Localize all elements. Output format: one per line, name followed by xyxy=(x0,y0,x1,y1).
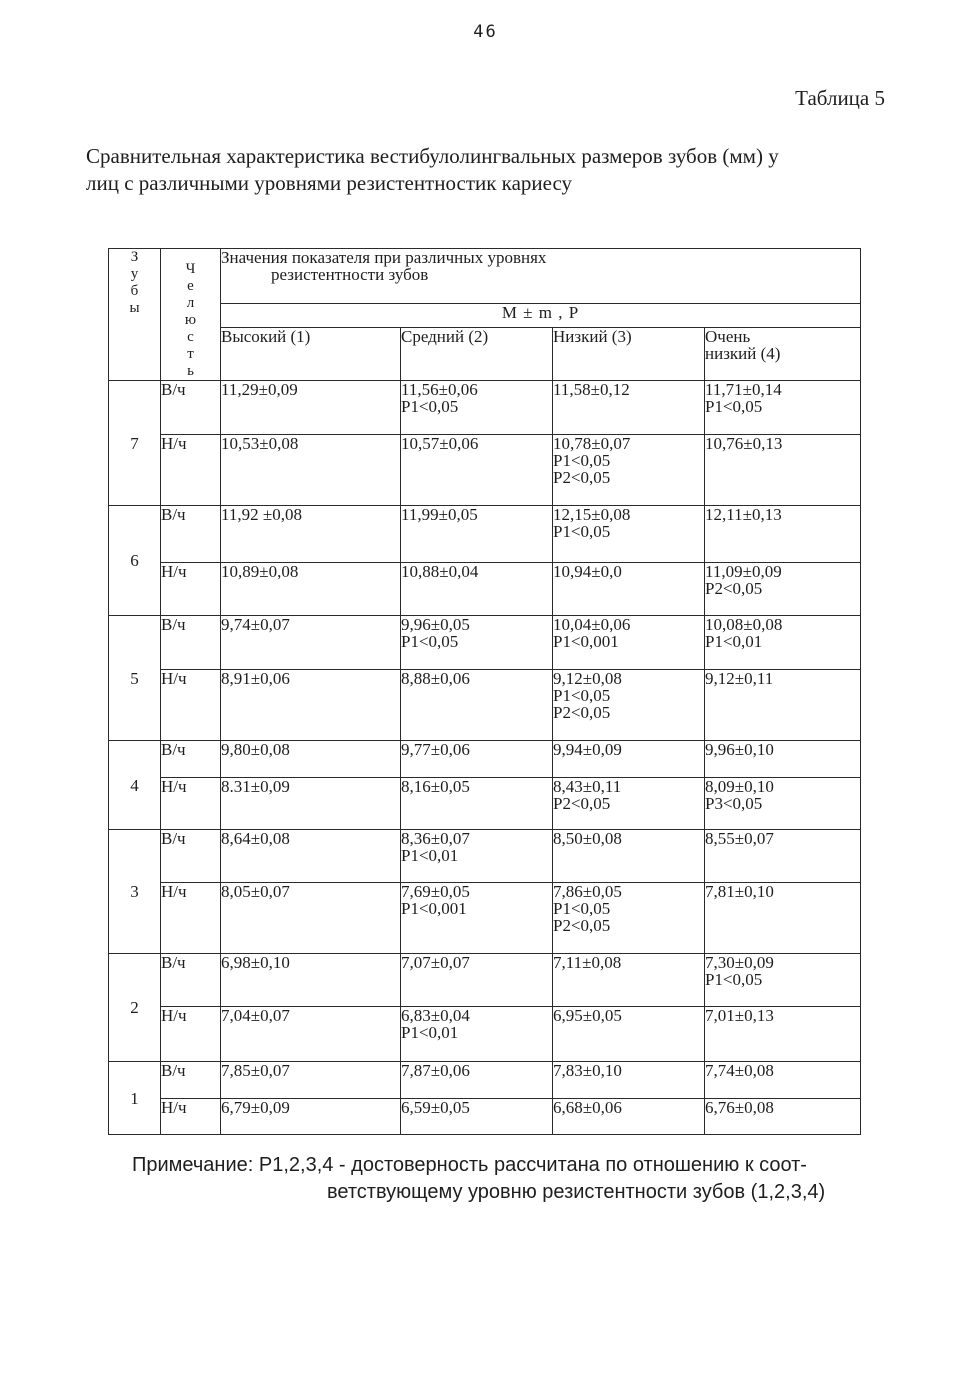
header-level-line: Низкий (3) xyxy=(553,327,632,347)
header-jaw-letter: ю xyxy=(184,312,197,328)
mean-value: 11,29±0,09 xyxy=(221,380,298,399)
mean-value: 9,74±0,07 xyxy=(221,615,290,634)
mean-value: 6,83±0,04 xyxy=(401,1006,470,1025)
value-cell xyxy=(221,830,401,883)
value-cell xyxy=(401,563,553,616)
mean-value: 12,11±0,13 xyxy=(705,505,782,524)
tooth-number: 3 xyxy=(109,830,161,954)
mean-value: 9,77±0,06 xyxy=(401,740,470,759)
header-level-line: низкий (4) xyxy=(705,344,781,364)
jaw-label: В/ч xyxy=(161,1062,221,1099)
mean-value: 11,99±0,05 xyxy=(401,505,478,524)
jaw-label: Н/ч xyxy=(161,670,221,741)
jaw-label: Н/ч xyxy=(161,435,221,506)
mean-value: 11,71±0,14 xyxy=(705,380,782,399)
header-teeth-letter: б xyxy=(130,283,139,299)
p-value: P1<0,05 xyxy=(705,397,763,416)
header-teeth-letter: ы xyxy=(129,300,140,316)
table-row xyxy=(109,954,861,1007)
mean-value: 8,64±0,08 xyxy=(221,829,290,848)
jaw-label: В/ч xyxy=(161,741,221,778)
mean-value: 7,83±0,10 xyxy=(553,1061,622,1080)
value-cell xyxy=(553,563,705,616)
mean-value: 8,55±0,07 xyxy=(705,829,774,848)
mean-value: 8,36±0,07 xyxy=(401,829,470,848)
p-value: P1<0,001 xyxy=(401,899,467,918)
header-jaw-letter: т xyxy=(187,346,194,362)
value-cell xyxy=(401,670,553,741)
value-cell xyxy=(553,830,705,883)
value-cell xyxy=(221,381,401,435)
value-cell xyxy=(401,1007,553,1062)
tooth-number: 5 xyxy=(109,616,161,741)
table-label: Таблица 5 xyxy=(795,86,885,110)
value-cell xyxy=(705,670,861,741)
jaw-label: Н/ч xyxy=(161,778,221,830)
p-value: P3<0,05 xyxy=(705,794,763,813)
mean-value: 6,76±0,08 xyxy=(705,1098,774,1117)
mean-value: 9,12±0,11 xyxy=(705,669,774,688)
mean-value: 6,95±0,05 xyxy=(553,1006,622,1025)
mean-value: 10,88±0,04 xyxy=(401,562,479,581)
mean-value: 7,07±0,07 xyxy=(401,953,470,972)
table-row xyxy=(109,883,861,954)
table-row xyxy=(109,1007,861,1062)
mean-value: 8,50±0,08 xyxy=(553,829,622,848)
header-teeth-letter: у xyxy=(130,266,139,282)
mean-value: 11,56±0,06 xyxy=(401,380,478,399)
mean-value: 7,86±0,05 xyxy=(553,882,622,901)
value-cell xyxy=(553,381,705,435)
table-row xyxy=(109,741,861,778)
value-cell xyxy=(553,778,705,830)
header-group xyxy=(221,249,861,304)
header-level-line: Высокий (1) xyxy=(221,327,311,347)
value-cell xyxy=(705,883,861,954)
mean-value: 8,16±0,05 xyxy=(401,777,470,796)
table-row xyxy=(109,1062,861,1099)
p-value: P1<0,05 xyxy=(401,632,459,651)
p-value: P1<0,05 xyxy=(553,451,611,470)
header-jaw-letter: с xyxy=(187,329,194,345)
mean-value: 8,43±0,11 xyxy=(553,777,622,796)
p-value: P2<0,05 xyxy=(553,703,611,722)
header-teeth-letter: З xyxy=(130,249,139,265)
value-cell xyxy=(705,778,861,830)
header-row-1 xyxy=(109,249,861,304)
value-cell xyxy=(705,616,861,670)
jaw-label: В/ч xyxy=(161,381,221,435)
mean-value: 6,59±0,05 xyxy=(401,1098,470,1117)
value-cell xyxy=(221,778,401,830)
value-cell xyxy=(553,954,705,1007)
mean-value: 7,81±0,10 xyxy=(705,882,774,901)
mean-value: 9,94±0,09 xyxy=(553,740,622,759)
value-cell xyxy=(221,883,401,954)
p-value: P1<0,01 xyxy=(705,632,763,651)
mean-value: 6,68±0,06 xyxy=(553,1098,622,1117)
jaw-label: Н/ч xyxy=(161,563,221,616)
caption-line-1: Сравнительная характеристика вестибулолингвальных размеров зубов (мм) у xyxy=(86,144,779,168)
value-cell xyxy=(705,1099,861,1135)
header-level-line: Средний (2) xyxy=(401,327,489,347)
p-value: P1<0,001 xyxy=(553,632,619,651)
value-cell xyxy=(553,1062,705,1099)
tooth-number: 6 xyxy=(109,506,161,616)
tooth-number: 7 xyxy=(109,381,161,506)
value-cell xyxy=(553,616,705,670)
value-cell xyxy=(553,741,705,778)
mean-value: 10,89±0,08 xyxy=(221,562,299,581)
p-value: P1<0,05 xyxy=(553,686,611,705)
table-body xyxy=(109,249,861,1135)
header-level-medium xyxy=(401,328,553,381)
value-cell xyxy=(705,1062,861,1099)
table-note xyxy=(132,1152,877,1206)
table-caption xyxy=(86,143,886,197)
p-value: P1<0,05 xyxy=(553,899,611,918)
value-cell xyxy=(401,1062,553,1099)
mean-value: 10,78±0,07 xyxy=(553,434,631,453)
mean-value: 11,58±0,12 xyxy=(553,380,630,399)
value-cell xyxy=(553,435,705,506)
value-cell xyxy=(705,954,861,1007)
mean-value: 8,05±0,07 xyxy=(221,882,290,901)
value-cell xyxy=(705,1007,861,1062)
header-jaw xyxy=(161,249,221,381)
value-cell xyxy=(705,506,861,563)
mean-value: 8,88±0,06 xyxy=(401,669,470,688)
jaw-label: В/ч xyxy=(161,830,221,883)
value-cell xyxy=(705,381,861,435)
mean-value: 7,87±0,06 xyxy=(401,1061,470,1080)
mean-value: 7,69±0,05 xyxy=(401,882,470,901)
value-cell xyxy=(221,670,401,741)
value-cell xyxy=(553,1007,705,1062)
p-value: P1<0,05 xyxy=(553,522,611,541)
value-cell xyxy=(221,954,401,1007)
value-cell xyxy=(553,1099,705,1135)
mean-value: 10,08±0,08 xyxy=(705,615,783,634)
table-row xyxy=(109,830,861,883)
p-value: P2<0,05 xyxy=(553,916,611,935)
mean-value: 7,04±0,07 xyxy=(221,1006,290,1025)
mean-value: 6,79±0,09 xyxy=(221,1098,290,1117)
mean-value: 10,04±0,06 xyxy=(553,615,631,634)
header-level-low xyxy=(553,328,705,381)
value-cell xyxy=(705,741,861,778)
header-jaw-letter: л xyxy=(186,295,195,311)
header-group-line-2: резистентности зубов xyxy=(271,265,429,284)
jaw-label: Н/ч xyxy=(161,883,221,954)
note-line-2: ветствующему уровню резистентности зубов (1,2,3,4) xyxy=(327,1181,826,1203)
mean-value: 11,09±0,09 xyxy=(705,562,782,581)
mean-value: 10,53±0,08 xyxy=(221,434,299,453)
mean-value: 7,85±0,07 xyxy=(221,1061,290,1080)
mean-value: 8.31±0,09 xyxy=(221,777,290,796)
value-cell xyxy=(221,616,401,670)
value-cell xyxy=(221,506,401,563)
table-row xyxy=(109,670,861,741)
mean-value: 7,74±0,08 xyxy=(705,1061,774,1080)
mean-value: 7,30±0,09 xyxy=(705,953,774,972)
jaw-label: Н/ч xyxy=(161,1099,221,1135)
value-cell xyxy=(553,670,705,741)
table-row xyxy=(109,435,861,506)
jaw-label: В/ч xyxy=(161,506,221,563)
table-row xyxy=(109,1099,861,1135)
mean-value: 7,01±0,13 xyxy=(705,1006,774,1025)
header-jaw-letter: Ч xyxy=(185,261,196,277)
header-level-high xyxy=(221,328,401,381)
header-level-very-low xyxy=(705,328,861,381)
teeth-dimensions-table xyxy=(108,248,861,1135)
mean-value: 9,96±0,05 xyxy=(401,615,470,634)
table-row xyxy=(109,778,861,830)
value-cell xyxy=(401,616,553,670)
header-group-line-1: Значения показателя при различных уровнях xyxy=(221,248,547,267)
value-cell xyxy=(221,1099,401,1135)
value-cell xyxy=(401,435,553,506)
header-jaw-letter: ь xyxy=(187,363,194,379)
p-value: P2<0,05 xyxy=(705,579,763,598)
note-line-1: Примечание: P1,2,3,4 - достоверность рассчитана по отношению к соот- xyxy=(132,1154,807,1176)
value-cell xyxy=(221,563,401,616)
value-cell xyxy=(401,381,553,435)
mean-value: 7,11±0,08 xyxy=(553,953,622,972)
mean-value: 10,57±0,06 xyxy=(401,434,479,453)
header-teeth xyxy=(109,249,161,381)
table-row xyxy=(109,506,861,563)
header-row-3 xyxy=(109,328,861,381)
table-row xyxy=(109,563,861,616)
jaw-label: Н/ч xyxy=(161,1007,221,1062)
value-cell xyxy=(221,435,401,506)
value-cell xyxy=(401,830,553,883)
page-number: 46 xyxy=(473,22,498,42)
value-cell xyxy=(401,883,553,954)
value-cell xyxy=(221,1062,401,1099)
header-jaw-letter: е xyxy=(187,278,194,294)
value-cell xyxy=(221,1007,401,1062)
value-cell xyxy=(221,741,401,778)
value-cell xyxy=(401,1099,553,1135)
caption-line-2: лиц с различными уровнями резистентностик кариесу xyxy=(86,171,573,195)
p-value: P1<0,05 xyxy=(705,970,763,989)
p-value: P2<0,05 xyxy=(553,794,611,813)
mean-value: 6,98±0,10 xyxy=(221,953,290,972)
mean-value: 8,91±0,06 xyxy=(221,669,290,688)
header-stat: M ± m , P xyxy=(221,304,861,328)
value-cell xyxy=(553,883,705,954)
p-value: P1<0,01 xyxy=(401,1023,459,1042)
jaw-label: В/ч xyxy=(161,616,221,670)
value-cell xyxy=(705,563,861,616)
mean-value: 9,12±0,08 xyxy=(553,669,622,688)
mean-value: 11,92 ±0,08 xyxy=(221,505,302,524)
p-value: P1<0,05 xyxy=(401,397,459,416)
tooth-number: 2 xyxy=(109,954,161,1062)
table-row xyxy=(109,381,861,435)
p-value: P1<0,01 xyxy=(401,846,459,865)
mean-value: 10,76±0,13 xyxy=(705,434,783,453)
p-value: P2<0,05 xyxy=(553,468,611,487)
mean-value: 8,09±0,10 xyxy=(705,777,774,796)
tooth-number: 1 xyxy=(109,1062,161,1135)
mean-value: 9,80±0,08 xyxy=(221,740,290,759)
value-cell xyxy=(401,778,553,830)
value-cell xyxy=(401,506,553,563)
value-cell xyxy=(705,830,861,883)
value-cell xyxy=(553,506,705,563)
header-row-2 xyxy=(109,304,861,328)
mean-value: 12,15±0,08 xyxy=(553,505,631,524)
value-cell xyxy=(705,435,861,506)
tooth-number: 4 xyxy=(109,741,161,830)
table-row xyxy=(109,616,861,670)
mean-value: 10,94±0,0 xyxy=(553,562,622,581)
header-level-line: Очень xyxy=(705,327,751,347)
value-cell xyxy=(401,741,553,778)
jaw-label: В/ч xyxy=(161,954,221,1007)
value-cell xyxy=(401,954,553,1007)
mean-value: 9,96±0,10 xyxy=(705,740,774,759)
